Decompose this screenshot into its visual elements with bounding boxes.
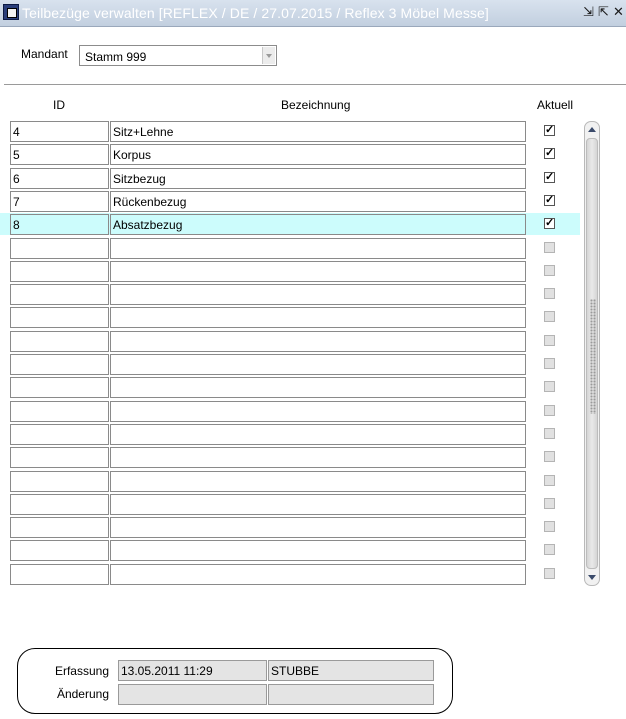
id-field[interactable]	[10, 494, 109, 515]
separator	[4, 84, 626, 85]
mandant-select[interactable]	[79, 45, 277, 66]
table-row[interactable]	[0, 376, 580, 398]
window-title: Teilbezüge verwalten [REFLEX / DE / 27.07.2015 / Reflex 3 Möbel Messe]	[22, 5, 489, 21]
erfassung-date-field: 13.05.2011 11:29	[118, 660, 267, 681]
bezeichnung-field[interactable]	[110, 424, 526, 445]
aenderung-user-field	[268, 684, 434, 705]
aenderung-date-field	[118, 684, 267, 705]
scroll-up-icon[interactable]	[586, 123, 598, 136]
table-row[interactable]	[0, 563, 580, 585]
aktuell-checkbox[interactable]: ✓	[545, 147, 555, 159]
aktuell-checkbox[interactable]	[544, 451, 555, 462]
table-row[interactable]	[0, 493, 580, 515]
table-row[interactable]	[0, 237, 580, 259]
title-bar[interactable]	[0, 0, 626, 27]
aktuell-checkbox[interactable]: ✓	[545, 124, 555, 136]
id-field[interactable]	[10, 447, 109, 468]
table-row[interactable]	[0, 539, 580, 561]
aktuell-checkbox[interactable]	[544, 428, 555, 439]
scrollbar-thumb[interactable]	[586, 138, 598, 569]
aktuell-checkbox[interactable]	[544, 265, 555, 276]
erfassung-label: Erfassung	[54, 664, 109, 678]
column-header-aktuell: Aktuell	[537, 98, 574, 112]
table-row[interactable]	[0, 516, 580, 538]
table-row[interactable]	[0, 120, 580, 142]
id-field[interactable]: 4	[10, 121, 109, 142]
id-field[interactable]: 6	[10, 168, 109, 189]
bezeichnung-field[interactable]	[110, 564, 526, 585]
bezeichnung-field[interactable]: Rückenbezug	[110, 191, 526, 212]
mandant-label: Mandant	[21, 47, 68, 61]
vertical-scrollbar[interactable]	[584, 121, 600, 586]
aktuell-checkbox[interactable]: ✓	[545, 171, 555, 183]
table-row[interactable]	[0, 213, 580, 235]
bezeichnung-field[interactable]	[110, 447, 526, 468]
bezeichnung-field[interactable]	[110, 517, 526, 538]
aktuell-checkbox[interactable]	[544, 242, 555, 253]
table-row[interactable]	[0, 423, 580, 445]
column-header-id: ID	[53, 98, 65, 112]
table-row[interactable]	[0, 400, 580, 422]
table-row[interactable]	[0, 143, 580, 165]
column-header-bezeichnung: Bezeichnung	[281, 98, 351, 112]
mandant-value: Stamm 999	[85, 50, 147, 64]
audit-panel	[17, 648, 453, 714]
bezeichnung-field[interactable]	[110, 307, 526, 328]
id-field[interactable]	[10, 261, 109, 282]
id-field[interactable]	[10, 284, 109, 305]
bezeichnung-field[interactable]	[110, 261, 526, 282]
aktuell-checkbox[interactable]: ✓	[545, 217, 555, 229]
table-row[interactable]	[0, 470, 580, 492]
table-row[interactable]	[0, 260, 580, 282]
aktuell-checkbox[interactable]	[544, 335, 555, 346]
scroll-down-icon[interactable]	[586, 571, 598, 584]
id-field[interactable]	[10, 354, 109, 375]
minimize-icon[interactable]: ⇲	[583, 4, 594, 19]
id-field[interactable]: 7	[10, 191, 109, 212]
aktuell-checkbox[interactable]	[544, 358, 555, 369]
bezeichnung-field[interactable]	[110, 354, 526, 375]
id-field[interactable]	[10, 517, 109, 538]
aktuell-checkbox[interactable]: ✓	[545, 194, 555, 206]
bezeichnung-field[interactable]	[110, 331, 526, 352]
id-field[interactable]	[10, 401, 109, 422]
bezeichnung-field[interactable]	[110, 471, 526, 492]
table-row[interactable]	[0, 283, 580, 305]
id-field[interactable]: 5	[10, 144, 109, 165]
bezeichnung-field[interactable]	[110, 377, 526, 398]
bezeichnung-field[interactable]	[110, 238, 526, 259]
id-field[interactable]	[10, 238, 109, 259]
bezeichnung-field[interactable]	[110, 540, 526, 561]
id-field[interactable]: 8	[10, 214, 109, 235]
bezeichnung-field[interactable]	[110, 494, 526, 515]
grip-icon	[590, 299, 596, 414]
table-row[interactable]	[0, 306, 580, 328]
bezeichnung-field[interactable]: Korpus	[110, 144, 526, 165]
aktuell-checkbox[interactable]	[544, 381, 555, 392]
bezeichnung-field[interactable]	[110, 401, 526, 422]
bezeichnung-field[interactable]: Sitzbezug	[110, 168, 526, 189]
aktuell-checkbox[interactable]	[544, 521, 555, 532]
close-icon[interactable]: ✕	[613, 4, 624, 19]
id-field[interactable]	[10, 564, 109, 585]
table-row[interactable]	[0, 330, 580, 352]
id-field[interactable]	[10, 540, 109, 561]
aktuell-checkbox[interactable]	[544, 288, 555, 299]
aktuell-checkbox[interactable]	[544, 498, 555, 509]
aktuell-checkbox[interactable]	[544, 568, 555, 579]
aktuell-checkbox[interactable]	[544, 311, 555, 322]
id-field[interactable]	[10, 307, 109, 328]
chevron-down-icon[interactable]	[262, 47, 275, 64]
bezeichnung-field[interactable]: Absatzbezug	[110, 214, 526, 235]
maximize-icon[interactable]: ⇱	[598, 4, 609, 19]
aktuell-checkbox[interactable]	[544, 544, 555, 555]
app-icon	[3, 4, 19, 20]
id-field[interactable]	[10, 471, 109, 492]
aktuell-checkbox[interactable]	[544, 475, 555, 486]
id-field[interactable]	[10, 377, 109, 398]
table-row[interactable]	[0, 353, 580, 375]
aenderung-label: Änderung	[56, 687, 109, 701]
table-row[interactable]	[0, 190, 580, 212]
id-field[interactable]	[10, 424, 109, 445]
bezeichnung-field[interactable]: Sitz+Lehne	[110, 121, 526, 142]
bezeichnung-field[interactable]	[110, 284, 526, 305]
aktuell-checkbox[interactable]	[544, 405, 555, 416]
table-row[interactable]	[0, 446, 580, 468]
table-row[interactable]	[0, 167, 580, 189]
erfassung-user-field: STUBBE	[268, 660, 434, 681]
id-field[interactable]	[10, 331, 109, 352]
